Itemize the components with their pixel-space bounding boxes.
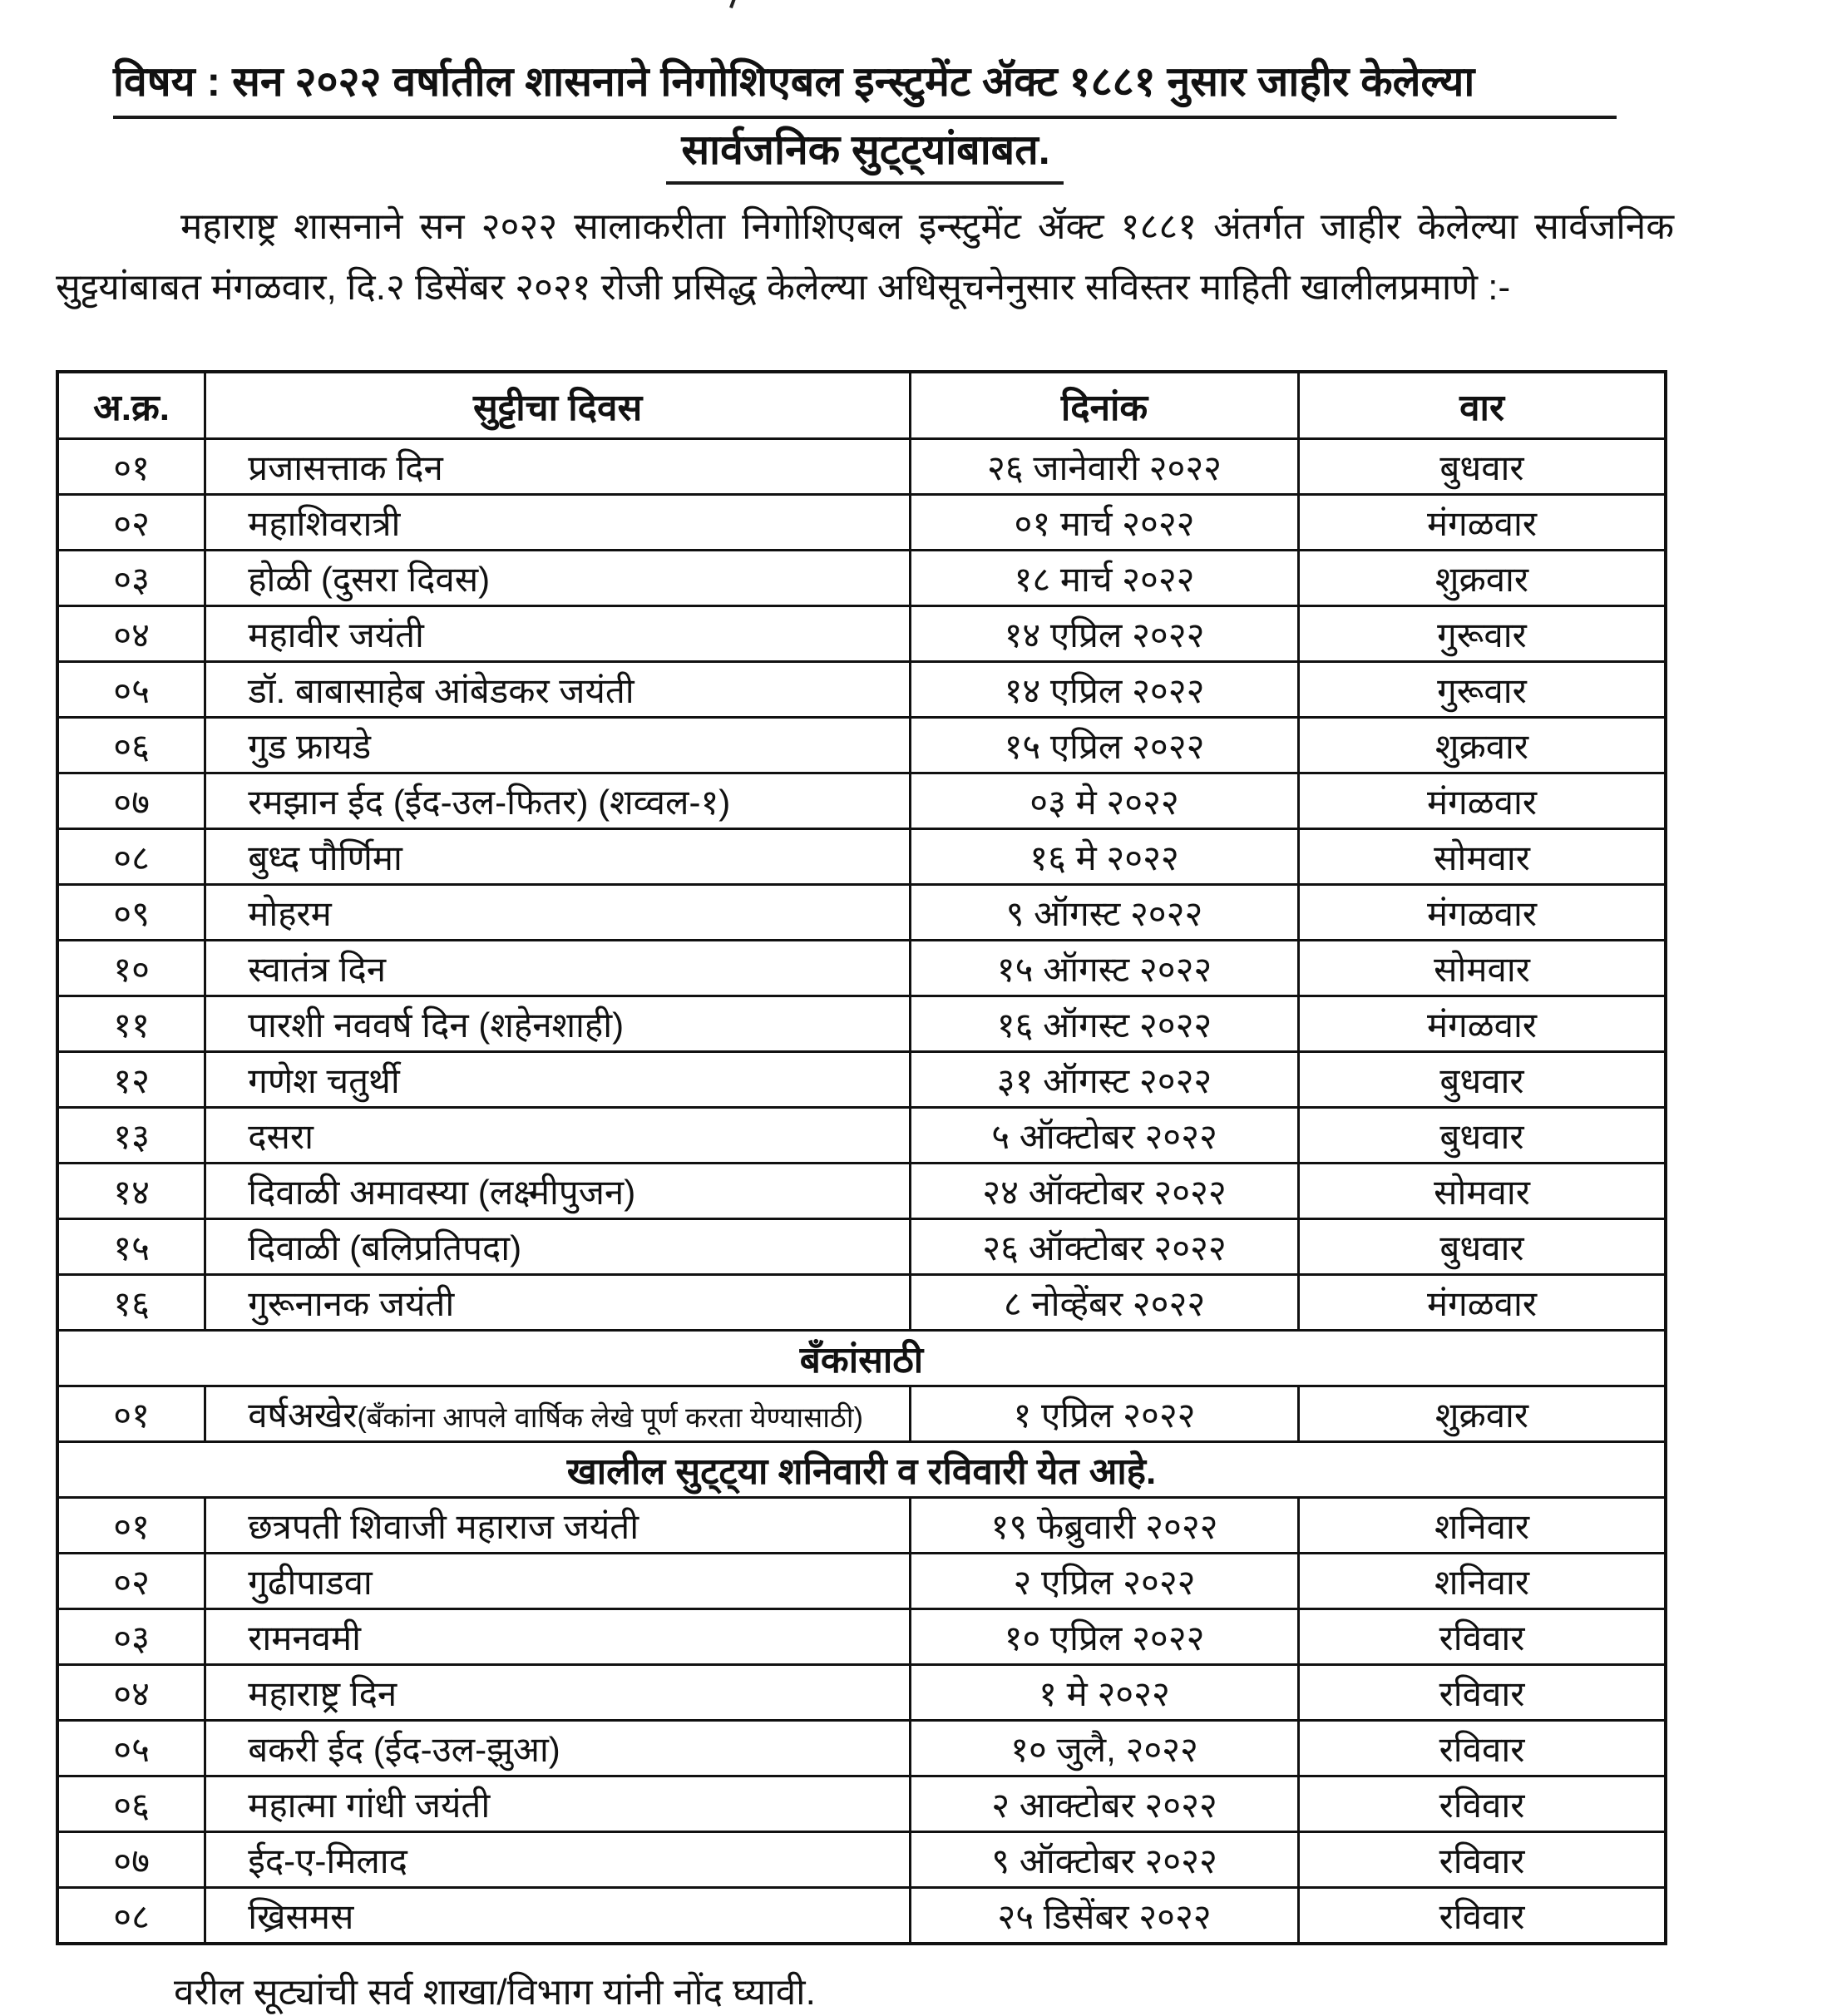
cell-holiday: दिवाळी अमावस्या (लक्ष्मीपुजन) [205,1164,911,1219]
cell-day: मंगळवार [1299,1275,1666,1331]
cell-holiday: बुध्द पौर्णिमा [205,829,911,885]
cell-serial: १२ [57,1052,205,1108]
cell-date: २६ ऑक्टोबर २०२२ [910,1219,1298,1275]
cell-holiday: महाराष्ट्र दिन [205,1665,911,1721]
table-row [57,829,1666,885]
cell-holiday: दसरा [205,1108,911,1164]
header-day: वार [1299,372,1666,439]
cell-day: सोमवार [1299,1164,1666,1219]
cell-holiday: रामनवमी [205,1609,911,1665]
table-row [57,1721,1666,1776]
cell-serial: ०८ [57,1888,205,1944]
cell-date: १ मे २०२२ [910,1665,1298,1721]
cell-date: १४ एप्रिल २०२२ [910,606,1298,662]
table-row [57,1776,1666,1832]
cell-date: १ एप्रिल २०२२ [910,1386,1298,1442]
cell-day: रविवार [1299,1832,1666,1888]
cell-date: १० जुलै, २०२२ [910,1721,1298,1776]
cell-date: १८ मार्च २०२२ [910,551,1298,606]
cell-holiday: होळी (दुसरा दिवस) [205,551,911,606]
cell-holiday: दिवाळी (बलिप्रतिपदा) [205,1219,911,1275]
table-row [57,1164,1666,1219]
cell-date: ५ ऑक्टोबर २०२२ [910,1108,1298,1164]
cell-serial: ०६ [57,1776,205,1832]
cell-date: ३१ ऑगस्ट २०२२ [910,1052,1298,1108]
holiday-rows [57,439,1666,1331]
table-row [57,1832,1666,1888]
header-holiday: सुट्टीचा दिवस [205,372,911,439]
header-serial: अ.क्र. [57,372,205,439]
cell-serial: १३ [57,1108,205,1164]
table-row [57,1665,1666,1721]
cell-holiday: गुढीपाडवा [205,1554,911,1609]
cell-date: २ एप्रिल २०२२ [910,1554,1298,1609]
cell-holiday: ख्रिसमस [205,1888,911,1944]
cell-day: बुधवार [1299,1219,1666,1275]
cell-holiday: ईद-ए-मिलाद [205,1832,911,1888]
holiday-table [56,370,1667,1945]
cell-date: ०३ मे २०२२ [910,773,1298,829]
cell-serial: १० [57,941,205,996]
cell-day: मंगळवार [1299,885,1666,941]
cell-serial: ०७ [57,773,205,829]
table-row [57,718,1666,773]
table-row [57,439,1666,495]
cell-holiday: महाशिवरात्री [205,495,911,551]
table-row [57,1275,1666,1331]
cell-day: गुरूवार [1299,662,1666,718]
cell-serial: ०४ [57,1665,205,1721]
cell-date: ९ ऑक्टोबर २०२२ [910,1832,1298,1888]
cell-date: ८ नोव्हेंबर २०२२ [910,1275,1298,1331]
cell-serial: ०९ [57,885,205,941]
cell-day: बुधवार [1299,1108,1666,1164]
cell-holiday: छत्रपती शिवाजी महाराज जयंती [205,1498,911,1554]
cell-date: १५ ऑगस्ट २०२२ [910,941,1298,996]
cell-holiday: पारशी नववर्ष दिन (शहेनशाही) [205,996,911,1052]
cell-day: शुक्रवार [1299,551,1666,606]
cell-serial: ०१ [57,1498,205,1554]
cell-date: १६ ऑगस्ट २०२२ [910,996,1298,1052]
cell-day: रविवार [1299,1609,1666,1665]
weekend-rows [57,1498,1666,1944]
cell-serial: ०६ [57,718,205,773]
subject-heading: विषय : सन २०२२ वर्षातील शासनाने निगोशिएबल इन्स्टुमेंट ॲक्ट १८८१ नुसार जाहीर केलेल्या [113,58,1475,105]
bank-section-title: बँकांसाठी [57,1331,1666,1386]
cell-serial: ०१ [57,1386,205,1442]
cell-date: २४ ऑक्टोबर २०२२ [910,1164,1298,1219]
cell-holiday: महावीर जयंती [205,606,911,662]
cell-date: ०१ मार्च २०२२ [910,495,1298,551]
cell-day: मंगळवार [1299,773,1666,829]
cell-date: १० एप्रिल २०२२ [910,1609,1298,1665]
weekend-section-title-row [57,1442,1666,1498]
holiday-name: वर्षअखेर [248,1395,358,1435]
bank-section [57,1331,1666,1498]
table-row [57,1219,1666,1275]
cell-serial: १६ [57,1275,205,1331]
cell-serial: १५ [57,1219,205,1275]
table-row [57,495,1666,551]
cell-serial: ०७ [57,1832,205,1888]
cell-date: १९ फेब्रुवारी २०२२ [910,1498,1298,1554]
intro-paragraph [56,196,1674,318]
table-row [57,1609,1666,1665]
table-row [57,1386,1666,1442]
table-row [57,1108,1666,1164]
cell-day: मंगळवार [1299,495,1666,551]
cell-day: गुरूवार [1299,606,1666,662]
footer-note: वरील सूट्यांची सर्व शाखा/विभाग यांनी नोंद घ्यावी. [174,1972,816,2013]
cell-holiday: गणेश चतुर्थी [205,1052,911,1108]
cell-serial: १४ [57,1164,205,1219]
cell-day: मंगळवार [1299,996,1666,1052]
table-row [57,1888,1666,1944]
subject-underline-line2 [666,181,1064,185]
cell-serial: ०५ [57,1721,205,1776]
cell-day: रविवार [1299,1665,1666,1721]
cell-day: रविवार [1299,1721,1666,1776]
weekend-section-title: खालील सुट्ट्या शनिवारी व रविवारी येत आहे. [57,1442,1666,1498]
cell-holiday: स्वातंत्र दिन [205,941,911,996]
cell-day: सोमवार [1299,941,1666,996]
table-row [57,885,1666,941]
cell-day: बुधवार [1299,1052,1666,1108]
bank-section-title-row [57,1331,1666,1386]
scan-mark [729,0,738,8]
cell-serial: ११ [57,996,205,1052]
cell-date: १५ एप्रिल २०२२ [910,718,1298,773]
cell-day: रविवार [1299,1776,1666,1832]
cell-holiday: बकरी ईद (ईद-उल-झुआ) [205,1721,911,1776]
cell-serial: ०३ [57,551,205,606]
table-row [57,996,1666,1052]
cell-holiday: डॉ. बाबासाहेब आंबेडकर जयंती [205,662,911,718]
cell-date: १६ मे २०२२ [910,829,1298,885]
cell-day: सोमवार [1299,829,1666,885]
cell-holiday: प्रजासत्ताक दिन [205,439,911,495]
cell-date: १४ एप्रिल २०२२ [910,662,1298,718]
cell-serial: ०१ [57,439,205,495]
cell-serial: ०२ [57,1554,205,1609]
cell-day: शुक्रवार [1299,1386,1666,1442]
cell-day: शुक्रवार [1299,718,1666,773]
cell-day: शनिवार [1299,1498,1666,1554]
table-row [57,551,1666,606]
cell-date: २६ जानेवारी २०२२ [910,439,1298,495]
cell-serial: ०२ [57,495,205,551]
table-row [57,1052,1666,1108]
cell-serial: ०४ [57,606,205,662]
table-row [57,1554,1666,1609]
table-row [57,662,1666,718]
cell-date: २५ डिसेंबर २०२२ [910,1888,1298,1944]
cell-holiday: गुरूनानक जयंती [205,1275,911,1331]
table-header-row [57,372,1666,439]
cell-day: शनिवार [1299,1554,1666,1609]
cell-holiday: रमझान ईद (ईद-उल-फितर) (शव्वल-१) [205,773,911,829]
cell-serial: ०८ [57,829,205,885]
cell-holiday: महात्मा गांधी जयंती [205,1776,911,1832]
cell-serial: ०३ [57,1609,205,1665]
cell-serial: ०५ [57,662,205,718]
cell-holiday: गुड फ्रायडे [205,718,911,773]
cell-holiday [205,1386,911,1442]
subject-underline [113,116,1617,119]
holiday-note: (बँकांना आपले वार्षिक लेखे पूर्ण करता येण्यासाठी) [357,1401,863,1434]
table-row [57,773,1666,829]
table-row [57,941,1666,996]
cell-date: २ आक्टोबर २०२२ [910,1776,1298,1832]
cell-day: रविवार [1299,1888,1666,1944]
subject-heading-line2: सार्वजनिक सुट्ट्यांबाबत. [681,126,1050,173]
table-row [57,1498,1666,1554]
cell-holiday: मोहरम [205,885,911,941]
header-date: दिनांक [910,372,1298,439]
intro-paragraph-text: महाराष्ट्र शासनाने सन २०२२ सालाकरीता निगोशिएबल इन्स्टुमेंट ॲक्ट १८८१ अंतर्गत जाहीर केलेल्या सार्वजनिक सुट्टयांबाबत मंगळवार, दि.२ डिसेंबर २०२१ रोजी प्रसिद्ध केलेल्या अधिसूचनेनुसार सविस्तर माहिती खालीलप्रमाणे :- [56,206,1674,308]
cell-day: बुधवार [1299,439,1666,495]
cell-date: ९ ऑगस्ट २०२२ [910,885,1298,941]
table-row [57,606,1666,662]
